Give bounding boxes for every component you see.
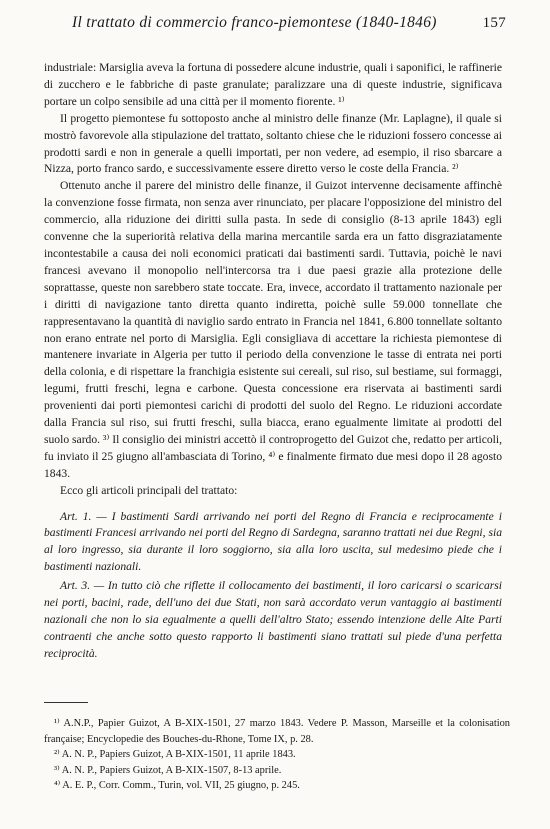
running-header (72, 14, 506, 32)
paragraph: industriale: Marsiglia aveva la fortuna di possedere alcune industrie, quali i saponifici, le raffinerie di zucchero e le fabbriche di paste granulate; paralizzare una di queste industrie, significava portare un colpo sensibile ad una città per il momento fiorente. ¹⁾ (44, 61, 502, 108)
footnote-divider (44, 702, 88, 703)
footnote-4: ⁴⁾ A. E. P., Corr. Comm., Turin, vol. VII, 25 giugno, p. 245. (54, 780, 300, 791)
article-1: Art. 1. — I bastimenti Sardi arrivando nei porti del Regno di Francia e reciprocamente i bastimenti Francesi arrivando nei porti del Regno di Sardegna, saranno trattati nei due Regni, sia al loro ingresso, sia durante il loro soggiorno, sia alla loro uscita, sul medesimo piede che i bastimenti nazionali. (44, 509, 502, 574)
running-title: Il trattato di commercio franco-piemontese (1840-1846) (72, 14, 437, 31)
page-number: 157 (482, 15, 506, 31)
footnote-1: ¹⁾ A.N.P., Papier Guizot, A B-XIX-1501, 27 marzo 1843. Vedere P. Masson, Marseille et la colonisation française; Encyclopedie des Bouches-du-Rhone, Tome IX, p. 28. (44, 718, 510, 745)
footnote-2: ²⁾ A. N. P., Papiers Guizot, A B-XIX-1501, 11 aprile 1843. (54, 749, 296, 760)
paragraph: Ottenuto anche il parere del ministro delle finanze, il Guizot intervenne decisamente affinchè la convenzione fosse firmata, non senza aver rinunciato, per placare l'opposizione del ministro del commercio, alla riduzione dei diritti sulla pasta. In sede di consiglio (8-13 aprile 1843) egli convenne che la superiorità relativa della marina mercantile sarda era un fatto disgraziatamente incontestabile a causa dei noli economici praticati dai bastimenti sardi. Tuttavia, poichè le navi francesi avevano il monopolio nell'intercorsa tra i due paesi grazie alla protezione delle soprattasse, queste non sarebbero state toccate. Era, invece, accordato il trattamento nazionale per i diritti di navigazione tanto diretta quanto indiretta, poichè sulle 59.000 tonnellate che rappresentavano la quantità di naviglio sardo entrato in Francia nel 1841, 6.800 tonnellate soltanto non erano entrate nel porto di Marsiglia. Egli consigliava di accettare la richiesta piemontese di mantenere invariate in Algeria per tutto il periodo della convenzione le tasse di entrata nei porti della colonia, e di rispettare la franchigia esistente sui cereali, sul riso, sul bestiame, sui formaggi, legumi, frutti freschi, legna e carbone. Questa concessione era riservata ai bastimenti sardi provenienti dai porti piemontesi carichi di prodotti del suolo del Regno. Le riduzioni accordate dalla Francia sul riso, sui frutti freschi, sulla biacca, erano egualmente limitate ai prodotti del suolo sardo. ³⁾ Il consiglio dei ministri accettò il controprogetto del Guizot che, redatto per articoli, fu inviato il 25 giugno all'ambasciata di Torino, ⁴⁾ e finalmente firmato due mesi dopo il 28 agosto 1843. (44, 179, 502, 480)
footnote-3: ³⁾ A. N. P., Papiers Guizot, A B-XIX-1507, 8-13 aprile. (54, 764, 282, 776)
paragraph: Ecco gli articoli principali del trattato: (60, 483, 238, 497)
footnotes (44, 716, 510, 794)
treaty-articles (44, 509, 502, 663)
article-3: Art. 3. — In tutto ciò che riflette il collocamento dei bastimenti, il loro caricarsi o scaricarsi nei porti, bacini, rade, dell'uno dei due Stati, non sarà accordato verun vantaggio ai bastimenti nazionali che non lo sia egualmente a quelli dell'altro Stato; essendo intenzione delle Alte Parti contraenti che anche sotto questo rapporto li bastimenti siano trattati sul piede d'una perfetta reciprocità. (44, 579, 502, 660)
paragraph: Il progetto piemontese fu sottoposto anche al ministro delle finanze (Mr. Laplagne), il quale si mostrò favorevole alla stipulazione del trattato, soltanto chiese che le riduzioni fossero concesse ai prodotti sardi e non in generale a quelli importati, per non vedere, ad esempio, il riso sbarcare a Nizza, porto franco sardo, e successivamente essere diretto verso le coste della Francia. ²⁾ (44, 111, 502, 176)
main-text (44, 60, 502, 663)
